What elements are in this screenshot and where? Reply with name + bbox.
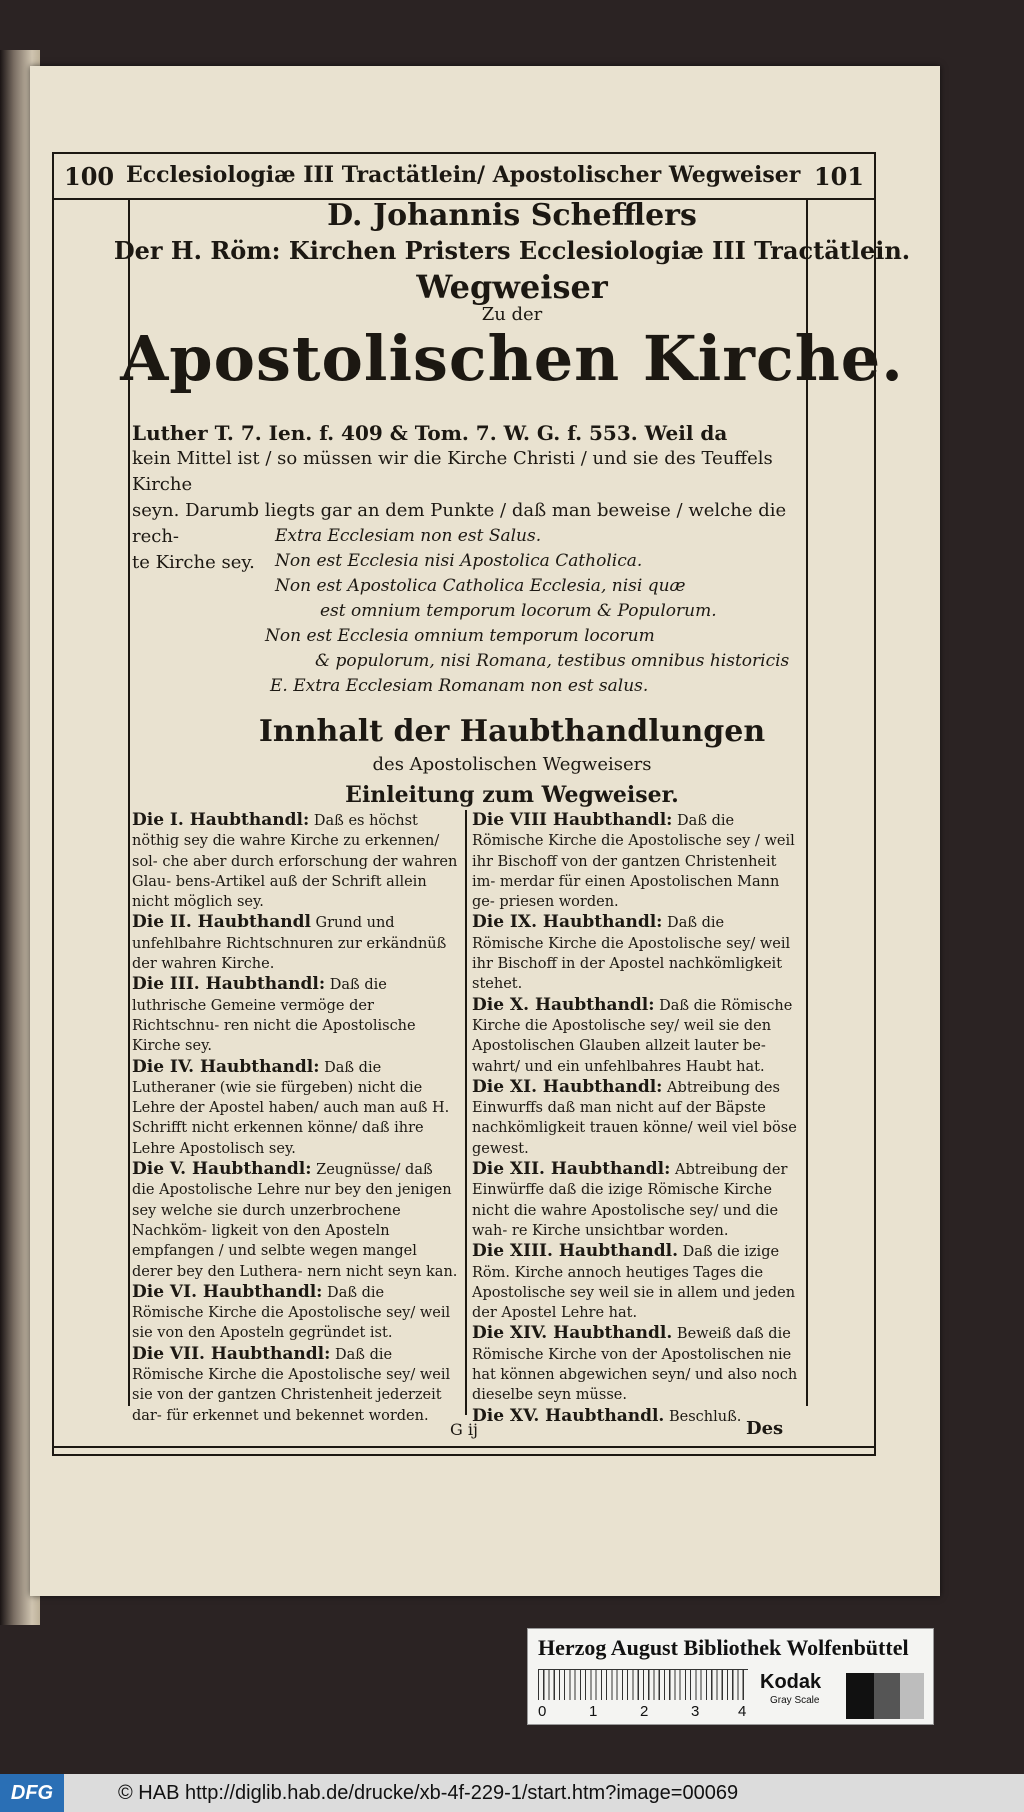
toc-left-column	[132, 810, 458, 1426]
scale-number: 0	[538, 1703, 547, 1720]
gray-swatch-black	[846, 1673, 874, 1719]
catchword: Des	[746, 1418, 784, 1439]
dfg-logo: DFG	[0, 1774, 64, 1812]
toc-entry-text: Daß die Römische Kirche die Apostolische sey/ weil ihr Bischoff in der Apostel nachkömligkeit stehet.	[472, 915, 791, 993]
scale-ruler	[538, 1669, 748, 1700]
signature-mark: G ij	[450, 1420, 478, 1439]
scale-number: 1	[589, 1703, 598, 1720]
author-line: D. Johannis Schefflers	[327, 198, 697, 233]
toc-entry-heading: Die II. Haubthandl	[132, 912, 311, 933]
zu-der-line: Zu der	[481, 304, 543, 325]
toc-title: Innhalt der Haubthandlungen	[258, 714, 766, 749]
scale-number: 3	[691, 1703, 700, 1720]
toc-entry	[132, 810, 458, 912]
toc-entry	[132, 1282, 458, 1344]
toc-entry-text: Daß die Römische Kirche die Apostolische sey/ weil sie von der gantzen Christenheit jederzeit dar- für erkennet und bekennet worden.	[132, 1346, 451, 1424]
toc-entry	[472, 810, 798, 912]
scale-number: 4	[738, 1703, 747, 1720]
toc-entry-heading: Die VI. Haubthandl:	[132, 1281, 323, 1302]
quote-5: Non est Ecclesia omnium temporum locorum	[265, 626, 655, 646]
intro-line-3: seyn. Darumb liegts gar an dem Punkte / daß man beweise / welche die rech-	[132, 500, 787, 547]
toc-entry	[132, 974, 458, 1056]
gray-scale-label: Gray Scale	[770, 1695, 820, 1706]
toc-entry	[472, 912, 798, 994]
toc-entry-heading: Die XIV. Haubthandl.	[472, 1323, 673, 1344]
toc-entry-text: Daß es höchst nöthig sey die wahre Kirche zu erkennen/ sol- che aber durch erforschung der wahren Glau- bens-Artikel auß der Schrift allein nicht möglich sey.	[132, 813, 458, 911]
intro-line-1: Luther T. 7. Ien. f. 409 & Tom. 7. W. G. f. 553. Weil da	[132, 421, 728, 445]
toc-entry-heading: Die V. Haubthandl:	[132, 1159, 312, 1180]
toc-entry-heading: Die XIII. Haubthandl.	[472, 1241, 678, 1262]
toc-entry-text: Daß die Römische Kirche die Apostolische sey/ weil sie den Apostolischen Glauben allzeit lauter be- wahrt/ und ein unfehlbahres Haubt hat.	[472, 997, 793, 1075]
toc-entry-text: Daß die luthrische Gemeine vermöge der Richtschnu- ren nicht die Apostolische Kirche sey.	[132, 977, 416, 1055]
column-divider	[465, 810, 467, 1415]
toc-entry-text: Grund und unfehlbahre Richtschnuren zur erkändnüß der wahren Kirche.	[132, 915, 447, 973]
quote-4: est omnium temporum locorum & Populorum.	[320, 601, 717, 621]
toc-columns	[132, 810, 804, 1426]
quote-2: Non est Ecclesia nisi Apostolica Catholica.	[275, 551, 643, 571]
subtitle-line: Der H. Röm: Kirchen Pristers Ecclesiologiæ III Tractätlein.	[113, 236, 911, 265]
toc-entry-heading: Die XI. Haubthandl:	[472, 1076, 663, 1097]
toc-entry	[472, 1159, 798, 1241]
right-page-number: 101	[813, 162, 864, 191]
toc-introduction: Einleitung zum Wegweiser.	[345, 782, 679, 808]
intro-line-4: te Kirche sey.	[132, 552, 255, 573]
bottom-bar	[0, 1774, 1024, 1812]
toc-entry-text: Abtreibung des Einwurffs daß man nicht auf der Bäpste nachkömligkeit trauen könne/ weil viel böse gewest.	[472, 1079, 797, 1157]
toc-entry-heading: Die VIII Haubthandl:	[472, 810, 673, 830]
toc-entry-text: Daß die Römische Kirche die Apostolische sey/ weil sie von den Aposteln gegründet ist.	[132, 1284, 451, 1342]
toc-entry-heading: Die III. Haubthandl:	[132, 974, 326, 995]
toc-entry-heading: Die XII. Haubthandl:	[472, 1159, 671, 1180]
toc-entry-heading: Die IX. Haubthandl:	[472, 912, 663, 933]
toc-entry	[132, 1159, 458, 1282]
toc-entry-heading: Die XV. Haubthandl.	[472, 1405, 665, 1426]
scale-number: 2	[640, 1703, 649, 1720]
toc-entry	[132, 1344, 458, 1426]
toc-entry	[472, 1241, 798, 1323]
toc-entry	[472, 995, 798, 1077]
toc-entry-text: Beweiß daß die Römische Kirche von der Apostolischen nie hat können abgewichen seyn/ und also noch dieselbe seyn müsse.	[472, 1326, 798, 1404]
toc-entry-text: Daß die Lutheraner (wie sie fürgeben) nicht die Lehre der Apostel haben/ auch man auß H. Schrifft nicht erkennen könne/ daß ihre Lehre Apostolisch sey.	[132, 1059, 450, 1157]
toc-entry-heading: Die X. Haubthandl:	[472, 994, 655, 1015]
kodak-logo: Kodak	[760, 1671, 822, 1693]
quote-6: & populorum, nisi Romana, testibus omnibus historicis	[315, 651, 790, 671]
intro-line-2: kein Mittel ist / so müssen wir die Kirche Christi / und sie des Teuffels Kirche	[132, 448, 773, 495]
toc-entry-text: Daß die Römische Kirche die Apostolische sey / weil ihr Bischoff von der gantzen Christenheit im- merdar für einen Apostolischen Mann ge- priesen worden.	[472, 813, 795, 911]
toc-entry-text: Abtreibung der Einwürffe daß die izige Römische Kirche nicht die wahre Apostolische sey/ und die wah- re Kirche unsichtbar worden.	[472, 1162, 788, 1239]
toc-entry-heading: Die IV. Haubthandl:	[132, 1056, 320, 1077]
toc-entry-text: Beschluß.	[664, 1408, 742, 1425]
toc-entry-text: Zeugnüsse/ daß die Apostolische Lehre nur bey den jenigen sey welche sie durch unzerbrochene Nachköm- ligkeit von den Aposteln empfangen / und selbte wegen mangel derer bey den Luthera- nern nicht seyn kan.	[132, 1162, 458, 1280]
toc-subtitle: des Apostolischen Wegweisers	[372, 754, 652, 775]
toc-entry	[132, 912, 458, 974]
toc-right-column	[472, 810, 798, 1427]
library-name: Herzog August Bibliothek Wolfenbüttel	[538, 1635, 909, 1660]
left-page-number: 100	[64, 162, 115, 191]
toc-entry	[472, 1077, 798, 1159]
quote-7: E. Extra Ecclesiam Romanam non est salus.	[270, 676, 649, 696]
running-header	[54, 154, 874, 200]
gray-swatch-dark	[874, 1673, 900, 1719]
wegweiser-title: Wegweiser	[416, 268, 608, 306]
gray-swatch-light	[900, 1673, 924, 1719]
footer-rule	[52, 1446, 874, 1448]
toc-entry-heading: Die I. Haubthandl:	[132, 810, 310, 830]
quote-1: Extra Ecclesiam non est Salus.	[275, 526, 542, 546]
running-title: Ecclesiologiæ III Tractätlein/ Apostolischer Wegweiser	[126, 162, 801, 188]
main-title: Apostolischen Kirche.	[120, 322, 904, 395]
copyright-link[interactable]: © HAB http://diglib.hab.de/drucke/xb-4f-229-1/start.htm?image=00069	[118, 1782, 739, 1804]
toc-entry	[132, 1057, 458, 1159]
toc-entry	[472, 1323, 798, 1405]
quote-3: Non est Apostolica Catholica Ecclesia, nisi quæ	[275, 576, 686, 596]
toc-entry-text: Daß die izige Röm. Kirche annoch heutiges Tages die Apostolische sey weil sie in allem und jeden der Apostel Lehre hat.	[472, 1244, 796, 1322]
toc-entry-heading: Die VII. Haubthandl:	[132, 1343, 331, 1364]
color-calibration-card	[527, 1628, 934, 1725]
